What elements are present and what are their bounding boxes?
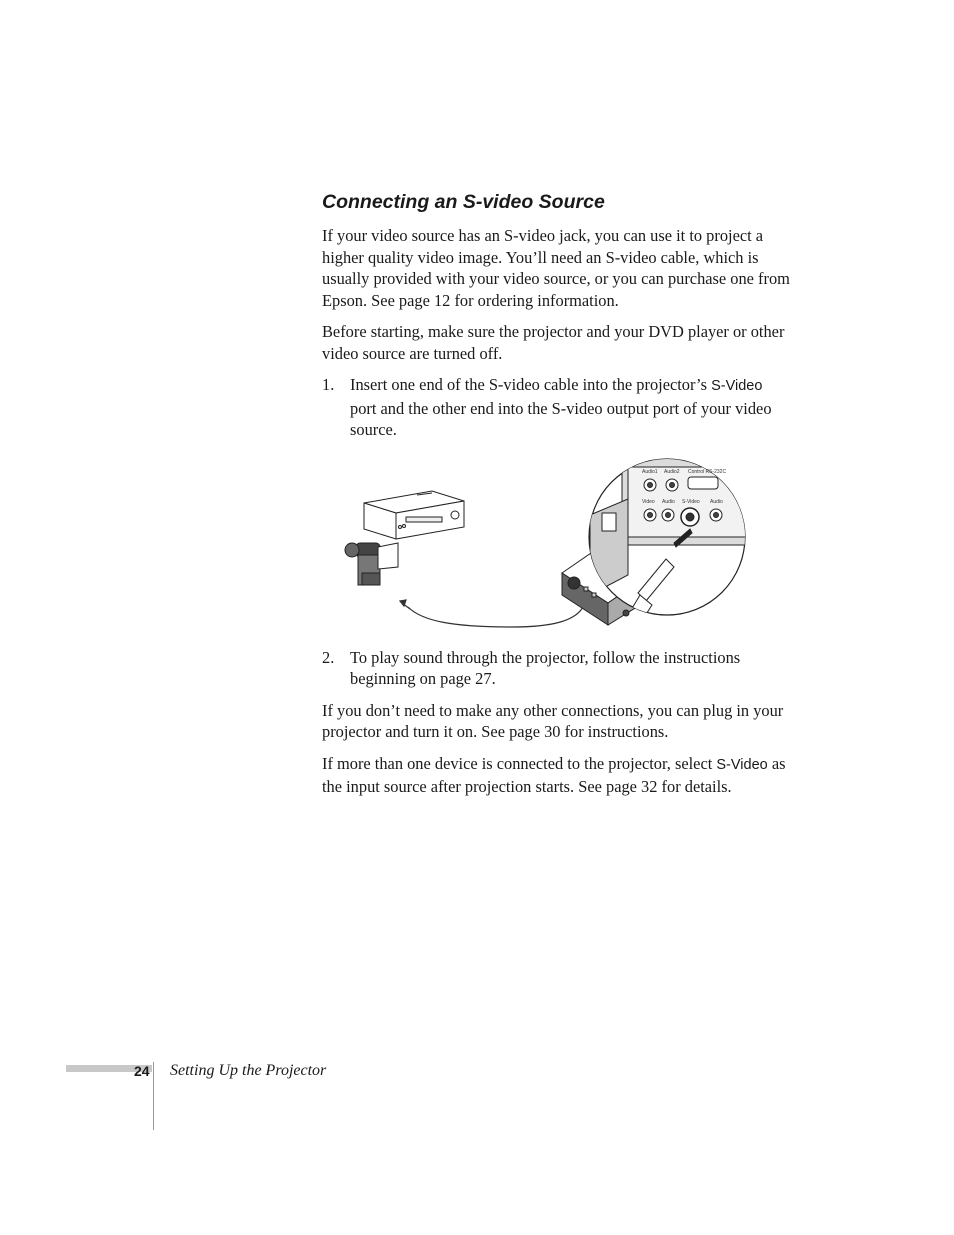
input-source-label: S-Video (716, 756, 768, 773)
connection-diagram (322, 455, 792, 633)
page-number: 24 (134, 1063, 150, 1079)
step-number: 1. (322, 375, 335, 394)
step-1 (322, 374, 792, 441)
svg-text:Audio2: Audio2 (664, 468, 680, 475)
svg-text:Video: Video (642, 498, 655, 505)
step-text: port and the other end into the S-video output port of your video source. (350, 398, 772, 439)
camcorder-icon (345, 543, 398, 585)
no-connections-paragraph: If you don’t need to make any other connections, you can plug in your projector and turn it on. See page 30 for instructions. (322, 700, 784, 741)
footer-rule (153, 1062, 154, 1130)
step-2 (322, 647, 792, 690)
paragraph-text: If more than one device is connected to the projector, select (322, 753, 717, 773)
svg-text:S-Video: S-Video (682, 498, 700, 505)
svg-text:Audio1: Audio1 (642, 468, 658, 475)
connection-illustration (322, 455, 792, 633)
before-paragraph: Before starting, make sure the projector and your DVD player or other video source are turned off. (322, 322, 785, 363)
port-label: S-Video (711, 378, 763, 394)
multi-device-paragraph (322, 753, 792, 798)
section-title: Connecting an S-video Source (322, 191, 605, 213)
step-text: To play sound through the projector, follow the instructions beginning on page 27. (350, 647, 741, 688)
paragraph-text: as the input source after projection starts. See page 32 for details. (322, 753, 786, 796)
step-number: 2. (322, 647, 335, 667)
content-column (322, 188, 792, 808)
svg-text:Audio: Audio (710, 498, 723, 505)
svg-text:Control RS-232C: Control RS-232C (688, 468, 727, 475)
intro-paragraph: If your video source has an S-video jack, you can use it to project a higher quality video image. You’ll need an S-video cable, which is usually provided with your video source, or you can purchase one from Epson. See page 12 for ordering information. (322, 226, 790, 310)
vcr-icon (364, 491, 464, 539)
svg-text:Audio: Audio (662, 498, 675, 505)
step-text: Insert one end of the S-video cable into the projector’s (350, 375, 712, 394)
running-head: Setting Up the Projector (170, 1062, 327, 1079)
